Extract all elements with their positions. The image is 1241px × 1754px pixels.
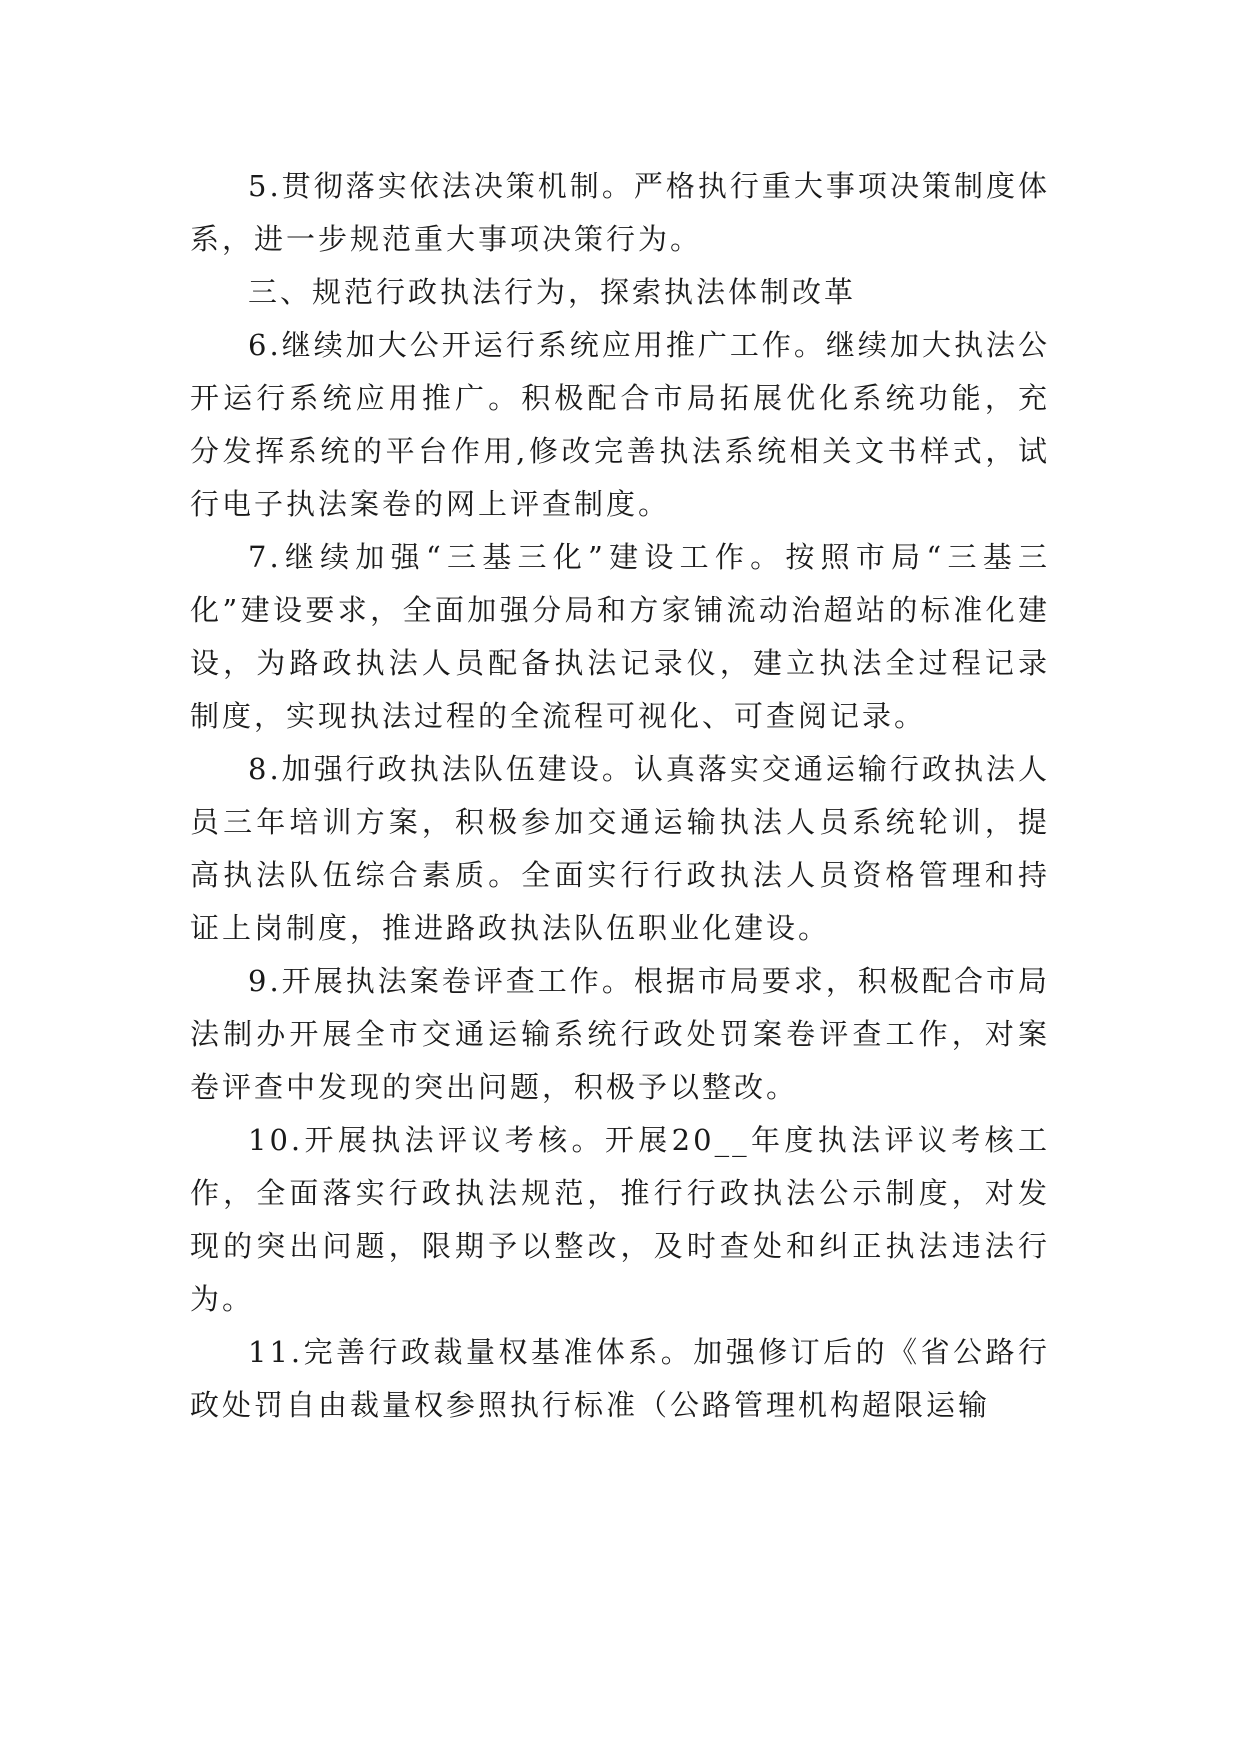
document-body [190, 160, 1050, 1432]
paragraph-evaluation: 10.开展执法评议考核。开展20__年度执法评议考核工作，全面落实行政执法规范，推行行政执法公示制度，对发现的突出问题，限期予以整改，及时查处和纠正执法违法行为。 [190, 1123, 1050, 1316]
section-heading-enforcement: 三、规范行政执法行为，探索执法体制改革 [248, 275, 857, 309]
paragraph-team-building: 8.加强行政执法队伍建设。认真落实交通运输行政执法人员三年培训方案，积极参加交通运输执法人员系统轮训，提高执法队伍综合素质。全面实行行政执法人员资格管理和持证上岗制度，推进路政执法队伍职业化建设。 [190, 752, 1050, 945]
paragraph-case-review: 9.开展执法案卷评查工作。根据市局要求，积极配合市局法制办开展全市交通运输系统行政处罚案卷评查工作，对案卷评查中发现的突出问题，积极予以整改。 [190, 964, 1050, 1104]
paragraph-decision-mechanism: 5.贯彻落实依法决策机制。严格执行重大事项决策制度体系，进一步规范重大事项决策行为。 [190, 169, 1050, 256]
paragraph-discretion: 11.完善行政裁量权基准体系。加强修订后的《省公路行政处罚自由裁量权参照执行标准（公路管理机构超限运输 [190, 1335, 1050, 1422]
paragraph-three-basics: 7.继续加强“三基三化”建设工作。按照市局“三基三化”建设要求，全面加强分局和方家铺流动治超站的标准化建设，为路政执法人员配备执法记录仪，建立执法全过程记录制度，实现执法过程的全流程可视化、可查阅记录。 [190, 540, 1050, 733]
paragraph-public-system: 6.继续加大公开运行系统应用推广工作。继续加大执法公开运行系统应用推广。积极配合市局拓展优化系统功能，充分发挥系统的平台作用,修改完善执法系统相关文书样式，试行电子执法案卷的网上评查制度。 [190, 328, 1050, 521]
